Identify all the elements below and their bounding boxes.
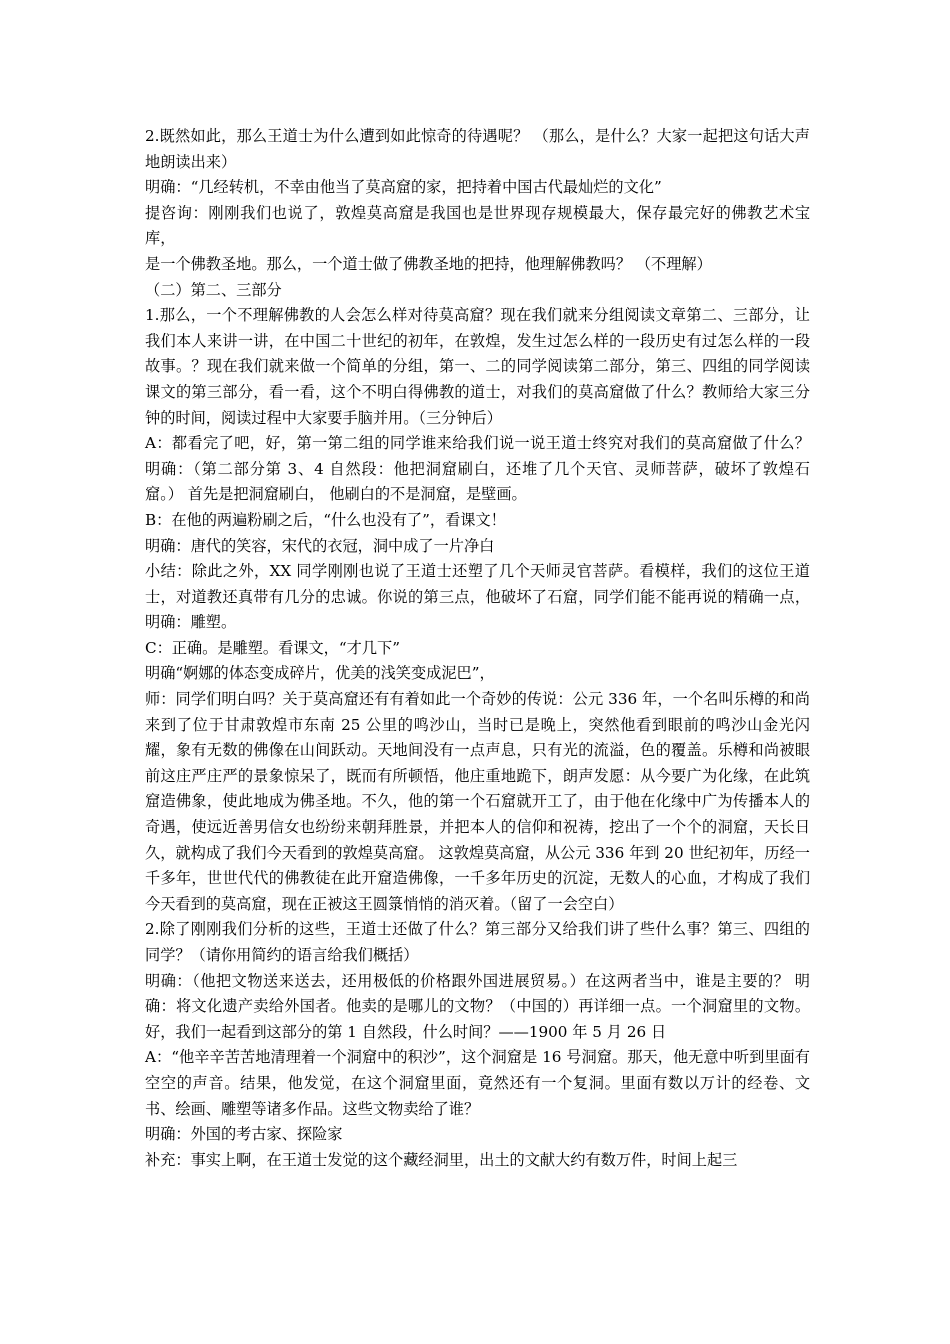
- paragraph-c-sculpture: C：正确。是雕塑。看课文，“才几下”: [145, 638, 400, 657]
- paragraph-a-what-did-he-do: A：都看完了吧，好，第一第二组的同学谁来给我们说一说王道士终究对我们的莫高窟做了什么？ 明确：（第二部分第 3、4 自然段：他把洞窟刷白，还堆了几个天官、灵师菩萨，破坏了敦煌石窟。） 首先是把洞窟刷白， 他刷白的不是洞窟，是壁画。: [145, 434, 810, 504]
- document-page: [145, 124, 810, 1173]
- paragraph-group-reading: 1.那么，一个不理解佛教的人会怎么样对待莫高窟？现在我们就来分组阅读文章第二、三部分，让我们本人来讲一讲，在中国二十世纪的初年，在敦煌，发生过怎么样的一段历史有过怎么样的一段故事。？现在我们就来做一个简单的分组，第一、二的同学阅读第二部分，第三、四组的同学阅读课文的第三部分，看一看，这个不明白得佛教的道士，对我们的莫高窟做了什么？教师给大家三分钟的时间，阅读过程中大家要手脑并用。（三分钟后）: [145, 306, 810, 427]
- paragraph-answer-broken-figures: 明确“婀娜的体态变成碎片，优美的浅笑变成泥巴”，: [145, 664, 495, 683]
- paragraph-prompt-question: 提咨询：刚刚我们也说了，敦煌莫高窟是我国也是世界现存规模最大，保存最完好的佛教艺术宝库，: [145, 203, 810, 248]
- paragraph-supplement-library-cave: 补充：事实上啊，在王道士发觉的这个藏经洞里，出土的文献大约有数万件，时间上起三: [145, 1150, 738, 1169]
- paragraph-teacher-legend: 师：同学们明白吗？关于莫高窟还有有着如此一个奇妙的传说：公元 336 年，一个名叫乐樽的和尚来到了位于甘肃敦煌市东南 25 公里的鸣沙山，当时已是晚上，突然他看到眼前的鸣沙山金光闪耀，象有无数的佛像在山间跃动。天地间没有一点声息，只有光的流溢，色的覆盖。乐樽和尚被眼前这庄严庄严的景象惊呆了，既而有所顿悟，他庄重地跪下，朗声发愿：从今要广为化缘，在此筑窟造佛象，使此地成为佛圣地。不久，他的第一个石窟就开工了，由于他在化缘中广为传播本人的奇遇，使远近善男信女也纷纷来朝拜胜景，并把本人的信仰和祝祷，挖出了一个个的洞窟，天长日久，就构成了我们今天看到的敦煌莫高窟。 这敦煌莫高窟，从公元 336 年到 20 世纪初年，历经一千多年，世世代代的佛教徒在此开窟造佛像，一千多年历史的沉淀，无数人的心血，才构成了我们今天看到的莫高窟，现在正被这王圆箓悄悄的消灭着。（留了一会空白）: [145, 690, 810, 913]
- paragraph-summary-sculptures: 小结：除此之外，XX 同学刚刚也说了王道士还塑了几个天师灵官菩萨。看模样，我们的这位王道士，对道教还真带有几分的忠诚。你说的第三点，他破坏了石窟，同学们能不能再说的精确一点， 明确：雕塑。: [145, 562, 810, 632]
- paragraph-a-cave-discovery: A：“他辛辛苦苦地清理着一个洞窟中的积沙”，这个洞窟是 16 号洞窟。那天，他无意中听到里面有空空的声音。结果，他发觉，在这个洞窟里面，竟然还有一个复洞。里面有数以万计的经卷、文书、绘画、雕塑等诸多作品。这些文物卖给了谁？: [145, 1048, 810, 1118]
- paragraph-buddhist-holy-land: 是一个佛教圣地。那么，一个道士做了佛教圣地的把持，他理解佛教吗？ （不理解）: [145, 254, 712, 273]
- paragraph-answer-selling-relics: 明确：（他把文物送来送去，还用极低的价格跟外国进展贸易。）在这两者当中，谁是主要的？ 明确：将文化遗产卖给外国者。他卖的是哪儿的文物？（中国的）再详细一点。一个洞窟里的文物。好，我们一起看到这部分的第 1 自然段，什么时间？——1900 年 5 月 26 日: [145, 971, 810, 1041]
- paragraph-answer-foreign-explorers: 明确：外国的考古家、探险家: [145, 1125, 343, 1144]
- paragraph-question-part-3: 2.除了刚刚我们分析的这些，王道士还做了什么？第三部分又给我们讲了些什么事？第三、四组的同学？（请你用简约的语言给我们概括）: [145, 920, 810, 964]
- paragraph-b-nothing-left: B：在他的两遍粉刷之后，“什么也没有了”，看课文！: [145, 510, 506, 529]
- section-heading-parts-2-3: （二）第二、三部分: [145, 280, 282, 299]
- paragraph-answer-turning-point: 明确：“几经转机，不幸由他当了莫高窟的家，把持着中国古代最灿烂的文化”: [145, 178, 662, 197]
- paragraph-question-2: 2.既然如此，那么王道士为什么遭到如此惊奇的待遇呢？ （那么，是什么？大家一起把这句话大声地朗读出来）: [145, 127, 810, 171]
- paragraph-answer-tang-smiles: 明确：唐代的笑容，宋代的衣冠，洞中成了一片净白: [145, 536, 495, 555]
